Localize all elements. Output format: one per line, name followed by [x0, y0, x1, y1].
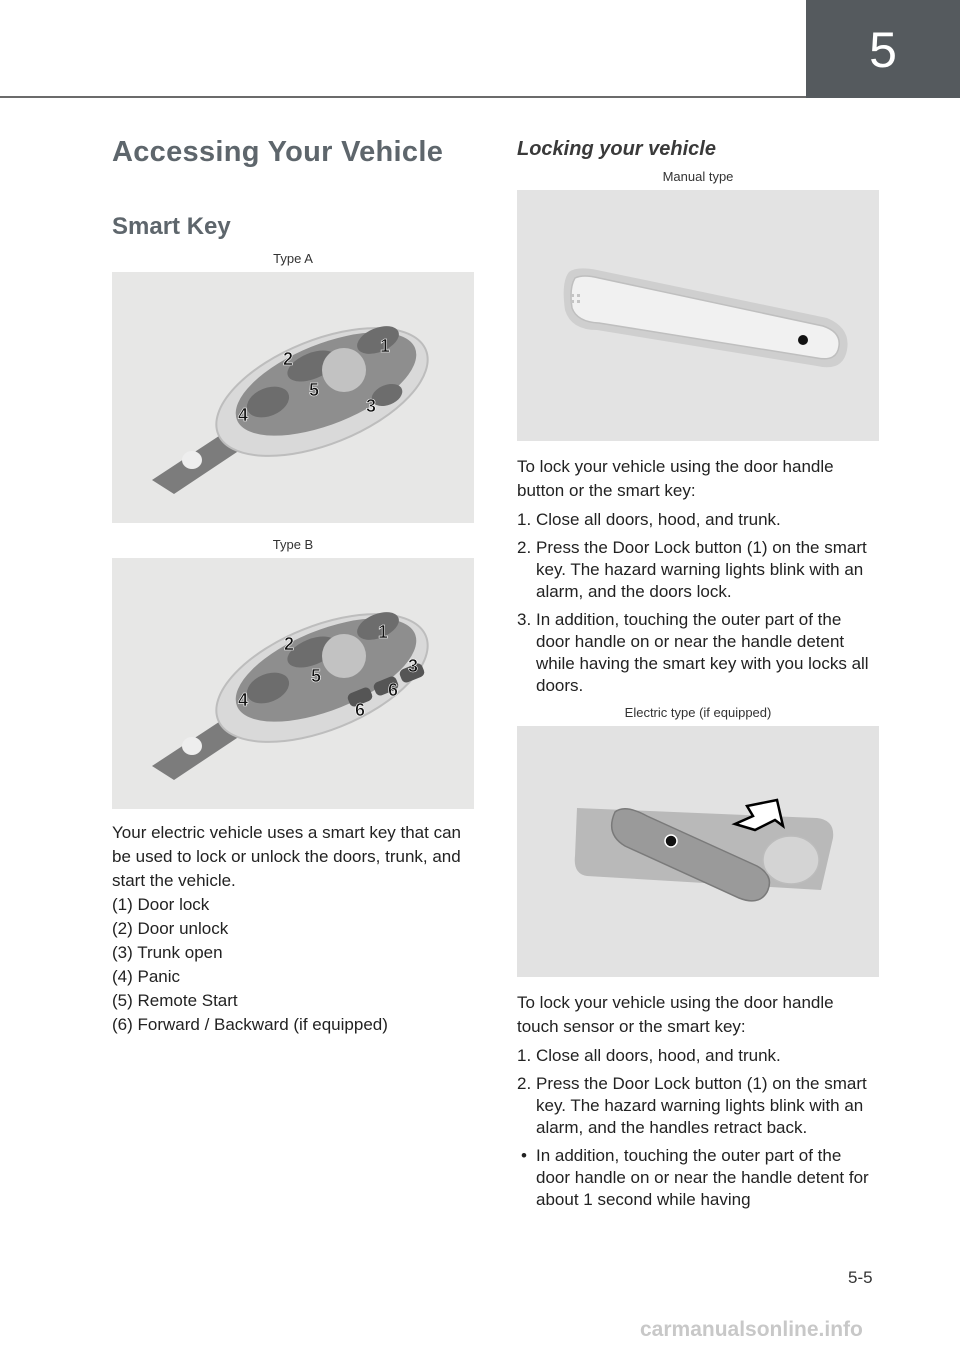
- manual-type-caption: Manual type: [662, 169, 734, 184]
- page-number: 5-5: [848, 1268, 873, 1287]
- step-item: [517, 609, 879, 697]
- step-number: 3.: [517, 610, 532, 629]
- bullet-item: [517, 1145, 879, 1211]
- function-item: (3) Trunk open: [112, 943, 223, 962]
- figure-b-caption: Type B: [272, 537, 314, 552]
- callout-2: 2: [284, 634, 295, 654]
- callout-3: 3: [366, 396, 377, 416]
- callout-4: 4: [238, 405, 249, 425]
- manual-intro: To lock your vehicle using the door handle button or the smart key:: [517, 457, 834, 500]
- electric-type-caption: Electric type (if equipped): [624, 705, 772, 720]
- function-item: (4) Panic: [112, 967, 181, 986]
- callout-1: 1: [378, 622, 389, 642]
- callout-3: 3: [408, 656, 419, 676]
- step-number: 1.: [517, 510, 532, 529]
- electric-door-handle-figure: [517, 726, 879, 977]
- step-number: 1.: [517, 1046, 532, 1065]
- bullet-text: In addition, touching the outer part of the door handle on or near the handle detent for about 1 second while having: [536, 1146, 869, 1209]
- manual-door-handle-figure: [517, 190, 879, 441]
- chapter-number: 5: [869, 22, 897, 78]
- function-item: (1) Door lock: [112, 895, 210, 914]
- header-rule: [0, 96, 806, 98]
- electric-steps: [517, 1045, 879, 1211]
- step-text: Close all doors, hood, and trunk.: [536, 510, 781, 529]
- step-item: [517, 1045, 879, 1067]
- left-column: [112, 130, 474, 1037]
- manual-steps: [517, 509, 879, 697]
- step-number: 2.: [517, 1074, 532, 1093]
- function-item: (2) Door unlock: [112, 919, 229, 938]
- callout-6-second: 6: [355, 700, 366, 720]
- subsection-title: Smart Key: [112, 213, 231, 240]
- callout-2: 2: [283, 349, 294, 369]
- callout-5: 5: [311, 666, 322, 686]
- watermark: carmanualsonline.info: [640, 1318, 863, 1341]
- section-title: Accessing Your Vehicle: [112, 136, 444, 168]
- step-number: 2.: [517, 538, 532, 557]
- callout-6: 6: [388, 680, 399, 700]
- chapter-tab: [806, 0, 960, 98]
- smart-key-type-b-figure: [112, 558, 474, 809]
- callout-4: 4: [238, 690, 249, 710]
- step-text: In addition, touching the outer part of the door handle on or near the handle detent while having the smart key with you locks all doors.: [536, 610, 869, 695]
- step-item: [517, 537, 879, 603]
- step-text: Press the Door Lock button (1) on the smart key. The hazard warning lights blink with an alarm, and the doors lock.: [536, 538, 867, 601]
- step-item: [517, 509, 879, 531]
- right-column: [517, 130, 879, 1211]
- function-item: (5) Remote Start: [112, 991, 238, 1010]
- smart-key-intro: Your electric vehicle uses a smart key that can be used to lock or unlock the doors, trunk, and start the vehicle.: [112, 823, 461, 890]
- step-text: Close all doors, hood, and trunk.: [536, 1046, 781, 1065]
- bullet-mark: •: [521, 1146, 527, 1165]
- electric-intro: To lock your vehicle using the door handle touch sensor or the smart key:: [517, 993, 834, 1036]
- smart-key-type-a-figure: [112, 272, 474, 523]
- callout-1: 1: [380, 336, 391, 356]
- function-item: (6) Forward / Backward (if equipped): [112, 1015, 388, 1034]
- figure-a-caption: Type A: [273, 251, 313, 266]
- step-text: Press the Door Lock button (1) on the smart key. The hazard warning lights blink with an alarm, and the handles retract back.: [536, 1074, 867, 1137]
- callout-5: 5: [309, 380, 320, 400]
- smart-key-function-list: [112, 893, 474, 1037]
- step-item: [517, 1073, 879, 1139]
- locking-heading: Locking your vehicle: [517, 138, 716, 160]
